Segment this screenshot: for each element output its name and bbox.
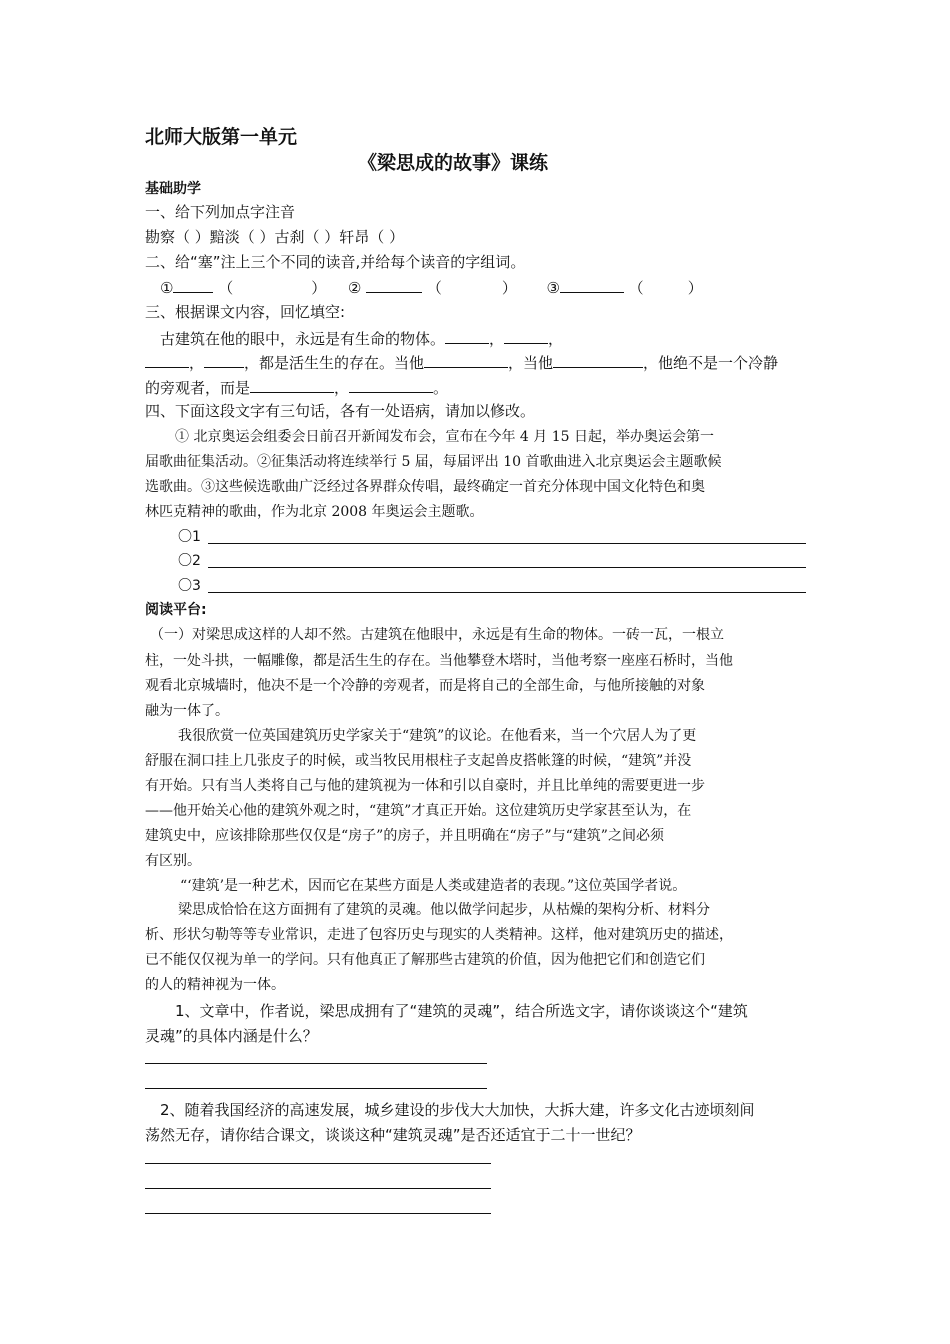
reading-q1-answer-line-1[interactable] (145, 1063, 487, 1064)
q4-passage-line-3: 选歌曲。③这些候选歌曲广泛经过各界群众传唱，最终确定一首充分体现中国文化特色和奥 (145, 479, 705, 495)
lesson-title: 《梁思成的故事》课练 (358, 152, 549, 174)
para3-line: “‘建筑’是一种艺术，因而它在某些方面是人类或建造者的表现。”这位英国学者说。 (180, 878, 687, 894)
reading-q1-line-1: 1、文章中，作者说，梁思成拥有了“建筑的灵魂”，结合所选文字，请你谈谈这个“建筑 (175, 1002, 748, 1020)
section-heading-basic: 基础助学 (145, 181, 201, 197)
q3-blank-6[interactable] (553, 353, 643, 368)
para2-line-6: 有区别。 (145, 853, 201, 869)
q3-text-1: 古建筑在他的眼中，永远是有生命的物体。 (160, 330, 446, 348)
reading-q2-line-1: 2、随着我国经济的高速发展，城乡建设的步伐大大加快，大拆大建，许多文化古迹顷刻间 (160, 1101, 755, 1119)
q2-blank-1[interactable] (173, 278, 213, 293)
q3-line-2 (145, 353, 778, 372)
q2-paren-close-2: ） (501, 279, 517, 297)
q3-text-2a: ，都是活生生的存在。当他 (244, 354, 425, 372)
q3-period: 。 (433, 379, 449, 397)
para2-line-3: 有开始。只有当人类将自己与他的建筑视为一体和引以自豪时，并且比单纯的需要更进一步 (145, 778, 705, 794)
q3-blank-2[interactable] (504, 329, 548, 344)
para2-line-2: 舒服在洞口挂上几张皮子的时候，或当牧民用根柱子支起兽皮搭帐篷的时候，“建筑”并没 (145, 753, 692, 769)
para2-line-1: 我很欣赏一位英国建筑历史学家关于“建筑”的议论。在他看来，当一个穴居人为了更 (178, 728, 697, 744)
q3-text-2c: ，他绝不是一个冷静 (643, 354, 779, 372)
q2-title: 二、给“塞”注上三个不同的读音,并给每个读音的字组词。 (145, 253, 526, 271)
q4-passage-line-4: 林匹克精神的歌曲，作为北京 2008 年奥运会主题歌。 (145, 504, 484, 520)
unit-title: 北师大版第一单元 (145, 126, 298, 148)
q4-answer-line-2[interactable] (208, 567, 806, 568)
q3-blank-3[interactable] (145, 353, 189, 368)
q3-blank-5[interactable] (424, 353, 508, 368)
para4-line-3: 已不能仅仅视为单一的学问。只有他真正了解那些古建筑的价值，因为他把它们和创造它们 (145, 952, 705, 968)
q2-paren-close-3: ） (687, 279, 703, 297)
q3-blank-1[interactable] (445, 329, 489, 344)
q2-marker-3: ③ (546, 279, 560, 297)
para2-line-4: ——他开始关心他的建筑外观之时，“建筑”才真正开始。这位建筑历史学家甚至认为，在 (145, 803, 692, 819)
q4-passage-line-1: ① 北京奥运会组委会日前召开新闻发布会，宣布在今年 4 月 15 日起，举办奥运会第一 (175, 429, 714, 445)
para1-line-1: （一）对梁思成这样的人却不然。古建筑在他眼中，永远是有生命的物体。一砖一瓦，一根立 (150, 627, 724, 643)
reading-q1-line-2: 灵魂”的具体内涵是什么？ (145, 1027, 318, 1045)
q1-line: 勘察（ ）黯淡（ ）古刹（ ）轩昂（ ） (145, 228, 405, 246)
q2-paren-open-2: （ (426, 279, 442, 297)
section-heading-reading: 阅读平台: (145, 602, 207, 618)
q3-text-3a: 的旁观者，而是 (145, 379, 251, 397)
reading-q2-answer-line-2[interactable] (145, 1188, 491, 1189)
q3-line-3 (145, 378, 448, 397)
q3-comma-4: ， (334, 379, 350, 397)
q2-blank-2[interactable] (366, 278, 422, 293)
para4-line-4: 的人的精神视为一体。 (145, 977, 285, 993)
para1-line-4: 融为一体了。 (145, 703, 229, 719)
q1-title: 一、给下列加点字注音 (145, 203, 296, 221)
reading-q2-answer-line-3[interactable] (145, 1213, 491, 1214)
q2-paren-open-1: （ (218, 279, 234, 297)
para4-line-1: 梁思成恰恰在这方面拥有了建筑的灵魂。他以做学问起步，从枯燥的架构分析、材料分 (178, 902, 710, 918)
q3-blank-7[interactable] (250, 378, 334, 393)
q4-answer-label-2: 〇2 (178, 553, 201, 569)
q4-answer-line-3[interactable] (208, 592, 806, 593)
q3-comma-2: ， (548, 330, 564, 348)
q3-comma-1: ， (489, 330, 505, 348)
reading-q2-line-2: 荡然无存，请你结合课文，谈谈这种“建筑灵魂”是否还适宜于二十一世纪？ (145, 1126, 641, 1144)
para1-line-3: 观看北京城墙时，他决不是一个冷静的旁观者，而是将自己的全部生命，与他所接触的对象 (145, 678, 705, 694)
para4-line-2: 析、形状匀勒等等专业常识，走进了包容历史与现实的人类精神。这样，他对建筑历史的描述， (145, 927, 733, 943)
q3-title: 三、根据课文内容，回忆填空: (145, 303, 346, 321)
q4-answer-label-1: 〇1 (178, 529, 201, 545)
q4-title: 四、下面这段文字有三句话，各有一处语病，请加以修改。 (145, 402, 536, 420)
q4-answer-label-3: 〇3 (178, 578, 201, 594)
q3-text-2b: ，当他 (508, 354, 554, 372)
q2-blank-3[interactable] (560, 278, 624, 293)
q2-blanks-row (160, 278, 703, 297)
reading-q1-answer-line-2[interactable] (145, 1088, 487, 1089)
q2-paren-open-3: （ (628, 279, 644, 297)
q4-answer-line-1[interactable] (208, 543, 806, 544)
para2-line-5: 建筑史中，应该排除那些仅仅是“房子”的房子，并且明确在“房子”与“建筑”之间必须 (145, 828, 664, 844)
q3-line-1 (160, 329, 563, 348)
q2-paren-close-1: ） (311, 279, 327, 297)
reading-q2-answer-line-1[interactable] (145, 1163, 491, 1164)
q3-comma-3: ， (189, 354, 205, 372)
q2-marker-2: ② (347, 279, 362, 297)
q4-passage-line-2: 届歌曲征集活动。②征集活动将连续举行 5 届，每届评出 10 首歌曲进入北京奥运会主题歌候 (145, 454, 722, 470)
q3-blank-8[interactable] (349, 378, 433, 393)
q2-marker-1: ① (160, 279, 174, 297)
para1-line-2: 柱，一处斗拱，一幅雕像，都是活生生的存在。当他攀登木塔时，当他考察一座座石桥时，当他 (145, 653, 733, 669)
q3-blank-4[interactable] (204, 353, 244, 368)
